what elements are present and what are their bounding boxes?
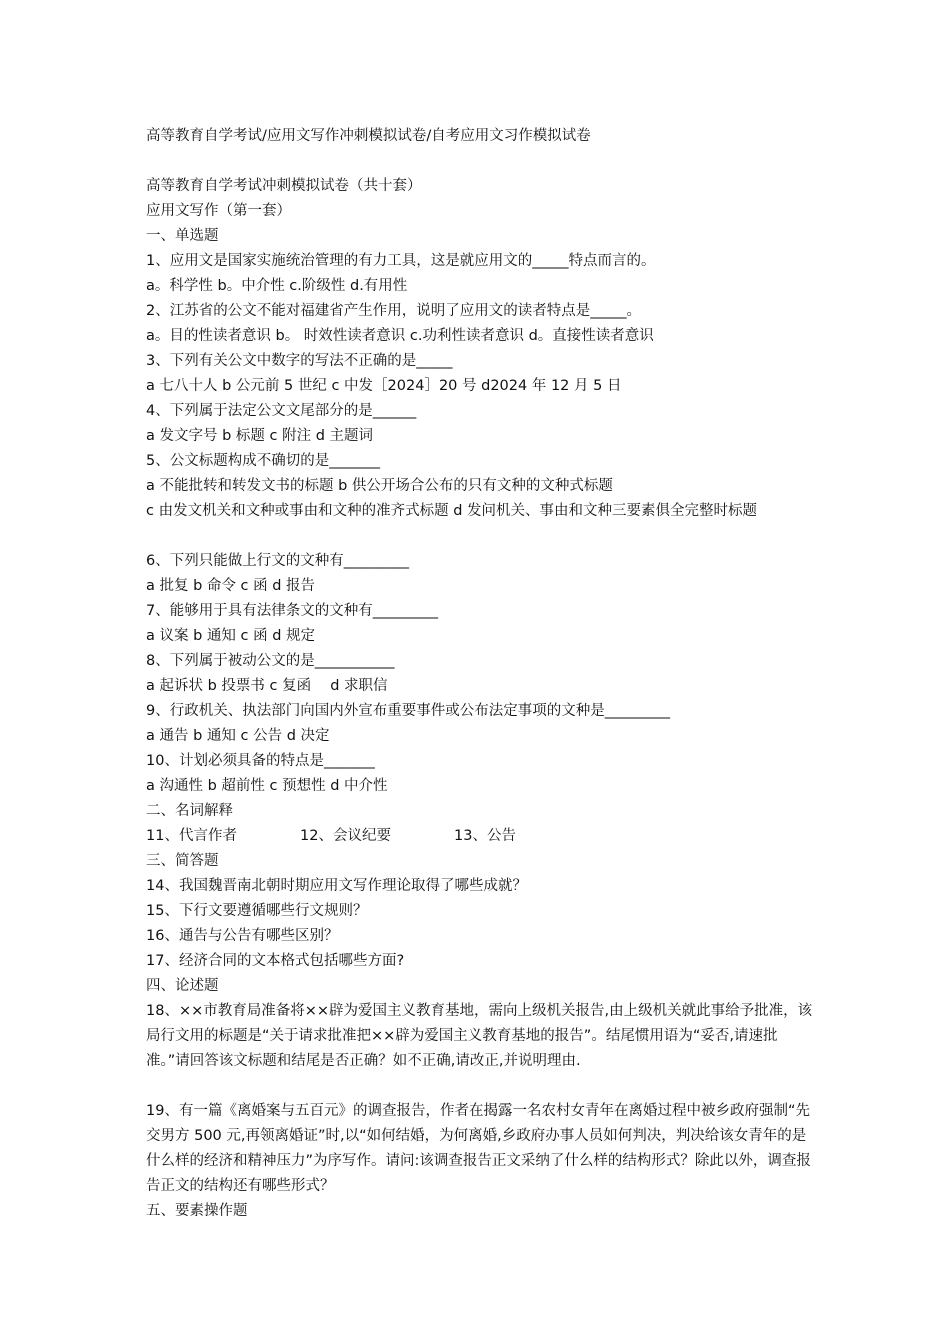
question-1: 1、应用文是国家实施统治管理的有力工具，这是就应用文的_____特点而言的。: [146, 253, 656, 269]
question-7-options: a 议案 b 通知 c 函 d 规定: [146, 628, 316, 644]
question-5-options-ab: a 不能批转和转发文书的标题 b 供公开场合公布的只有文种的文种式标题: [146, 478, 613, 494]
document-body: [146, 174, 814, 1224]
question-15: 15、下行文要遵循哪些行文规则？: [146, 903, 368, 919]
question-18: 18、××市教育局准备将××辟为爱国主义教育基地，需向上级机关报告,由上级机关就此事给予批准，该局行文用的标题是“关于请求批准把××辟为爱国主义教育基地的报告”。结尾惯用语为“妥否,请速批准。”请回答该文标题和结尾是否正确？如不正确,请改正,并说明理由.: [146, 1003, 813, 1069]
section-heading-single-choice: 一、单选题: [146, 228, 219, 244]
question-4-options: a 发文字号 b 标题 c 附注 d 主题词: [146, 428, 374, 444]
document-header: 高等教育自学考试/应用文写作冲刺模拟试卷/自考应用文习作模拟试卷: [146, 128, 591, 144]
question-9-options: a 通告 b 通知 c 公告 d 决定: [146, 728, 330, 744]
exam-title: 高等教育自学考试冲刺模拟试卷（共十套）: [146, 178, 422, 194]
term-11: 11、代言作者: [146, 828, 237, 844]
section-heading-short-answer: 三、简答题: [146, 853, 219, 869]
question-10-options: a 沟通性 b 超前性 c 预想性 d 中介性: [146, 778, 388, 794]
question-9: 9、行政机关、执法部门向国内外宣布重要事件或公布法定事项的文种是_________: [146, 703, 670, 719]
exam-subtitle: 应用文写作（第一套）: [146, 203, 291, 219]
term-13: 13、公告: [454, 828, 516, 844]
question-5: 5、公文标题构成不确切的是_______: [146, 453, 380, 469]
question-1-options: a。科学性 b。中介性 c.阶级性 d.有用性: [146, 278, 408, 294]
question-2: 2、江苏省的公文不能对福建省产生作用，说明了应用文的读者特点是_____。: [146, 303, 641, 319]
question-14: 14、我国魏晋南北朝时期应用文写作理论取得了哪些成就？: [146, 878, 527, 894]
question-10: 10、计划必须具备的特点是_______: [146, 753, 375, 769]
section-heading-terms: 二、名词解释: [146, 803, 233, 819]
question-5-options-cd: c 由发文机关和文种或事由和文种的准齐式标题 d 发问机关、事由和文种三要素俱全完整时标题: [146, 503, 757, 519]
section-heading-essay: 四、论述题: [146, 978, 219, 994]
question-7: 7、能够用于具有法律条文的文种有_________: [146, 603, 438, 619]
section-heading-elements: 五、要素操作题: [146, 1203, 248, 1219]
term-12: 12、会议纪要: [300, 828, 391, 844]
question-8: 8、下列属于被动公文的是___________: [146, 653, 395, 669]
question-3: 3、下列有关公文中数字的写法不正确的是_____: [146, 353, 453, 369]
question-2-options: a。目的性读者意识 b。 时效性读者意识 c.功利性读者意识 d。直接性读者意识: [146, 328, 654, 344]
question-16: 16、通告与公告有哪些区别？: [146, 928, 339, 944]
terms-row: [146, 824, 814, 849]
question-17: 17、经济合同的文本格式包括哪些方面?: [146, 953, 405, 969]
question-4: 4、下列属于法定公文文尾部分的是______: [146, 403, 417, 419]
question-3-options: a 七八十人 b 公元前 5 世纪 c 中发［2024］20 号 d2024 年 12 月 5 日: [146, 378, 622, 394]
question-8-options: a 起诉状 b 投票书 c 复函 d 求职信: [146, 678, 388, 694]
question-19: 19、有一篇《离婚案与五百元》的调查报告，作者在揭露一名农村女青年在离婚过程中被乡政府强制“先交男方 500 元,再领离婚证”时,以“如何结婚，为何离婚,乡政府办事人员如何判决，判决给该女青年的是什么样的经济和精神压力”为序写作。请问:该调查报告正文采纳了什么样的结构形式？除此以外，调查报告正文的结构还有哪些形式？: [146, 1103, 811, 1194]
question-6-options: a 批复 b 命令 c 函 d 报告: [146, 578, 316, 594]
question-6: 6、下列只能做上行文的文种有_________: [146, 553, 409, 569]
